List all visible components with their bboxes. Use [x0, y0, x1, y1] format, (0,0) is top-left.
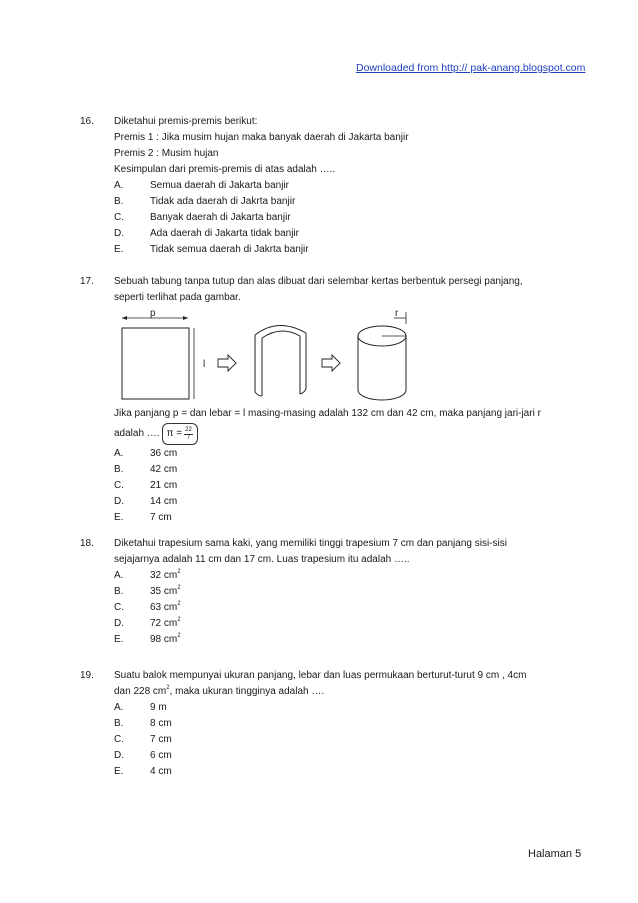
arrow-right-icon — [218, 355, 236, 371]
curved-sheet-bottom — [255, 392, 262, 396]
label-p: p — [150, 308, 156, 319]
answer-option[interactable] — [114, 194, 584, 210]
question-text-line: Diketahui trapesium sama kaki, yang memiliki tinggi trapesium 7 cm dan panjang sisi-sisi — [114, 538, 507, 549]
answer-option[interactable] — [114, 210, 584, 226]
question-text-line: sejajarnya adalah 11 cm dan 17 cm. Luas trapesium itu adalah ….. — [114, 554, 410, 565]
option-letter: C. — [114, 212, 124, 223]
option-text: 72 $cm^2$ — [150, 616, 181, 629]
question-text-line: Premis 1 : Jika musim hujan maka banyak daerah di Jakarta banjir — [114, 132, 409, 143]
option-text: 63 $cm^2$ — [150, 600, 181, 613]
label-l: l — [203, 359, 206, 370]
fraction-denominator: 7 — [186, 434, 191, 441]
option-text: 32 $cm^2$ — [150, 568, 181, 581]
option-text: Semua daerah di Jakarta banjir — [150, 180, 289, 191]
option-letter: E. — [114, 766, 124, 777]
option-text: 7 cm — [150, 512, 172, 523]
question-body — [114, 114, 584, 258]
option-text: Ada daerah di Jakarta tidak banjir — [150, 228, 299, 239]
curved-sheet-top-inner — [262, 331, 300, 338]
question-number: 17. — [80, 276, 94, 287]
question-text-line: Jika panjang p = dan lebar = l masing-masing adalah 132 cm dan 42 cm, maka panjang jari-jari r — [114, 408, 541, 419]
answer-option[interactable] — [114, 226, 584, 242]
option-text: 36 cm — [150, 448, 178, 459]
option-letter: B. — [114, 196, 124, 207]
curved-sheet-bottom — [300, 389, 306, 394]
option-text: Tidak semua daerah di Jakrta banjir — [150, 244, 309, 255]
page-number: Halaman 5 — [528, 848, 582, 860]
question-number: 16. — [80, 116, 94, 127]
option-letter: E. — [114, 634, 124, 645]
option-text: 42 cm — [150, 464, 178, 475]
question-text-line: Kesimpulan dari premis-premis di atas adalah ….. — [114, 164, 336, 175]
option-letter: D. — [114, 496, 124, 507]
question-body — [114, 274, 584, 306]
question-text-line: dan 228 $cm^2$, maka ukuran tingginya adalah …. — [114, 684, 325, 697]
option-letter: C. — [114, 734, 124, 745]
option-letter: E. — [114, 244, 124, 255]
curved-sheet-top — [255, 325, 306, 335]
answer-option[interactable] — [114, 632, 584, 648]
option-letter: B. — [114, 464, 124, 475]
option-text: 9 m — [150, 702, 167, 713]
option-letter: A. — [114, 570, 124, 581]
answer-option[interactable] — [114, 178, 584, 194]
answer-option[interactable] — [114, 242, 584, 258]
answer-option[interactable] — [114, 716, 584, 732]
question-text-line: seperti terlihat pada gambar. — [114, 292, 241, 303]
option-text: 21 cm — [150, 480, 178, 491]
pi-hint — [162, 423, 198, 445]
answer-option[interactable] — [114, 446, 584, 462]
option-letter: B. — [114, 586, 124, 597]
option-letter: E. — [114, 512, 124, 523]
option-text: 7 cm — [150, 734, 172, 745]
question-body — [114, 406, 584, 526]
option-text: 6 cm — [150, 750, 172, 761]
arrowhead — [122, 316, 127, 320]
cylinder-bottom — [358, 390, 406, 400]
pi-text: π = — [166, 428, 183, 439]
option-letter: A. — [114, 448, 124, 459]
option-text: Tidak ada daerah di Jakrta banjir — [150, 196, 296, 207]
option-text: Banyak daerah di Jakarta banjir — [150, 212, 291, 223]
paper-sheet — [122, 328, 189, 399]
answer-option[interactable] — [114, 700, 584, 716]
answer-option[interactable] — [114, 600, 584, 616]
question-number: 18. — [80, 538, 94, 549]
arrow-right-icon — [322, 355, 340, 371]
answer-option[interactable] — [114, 510, 584, 526]
fraction — [184, 427, 193, 442]
cylinder-top — [358, 326, 406, 346]
answer-option[interactable] — [114, 616, 584, 632]
source-link[interactable]: Downloaded from http:// pak-anang.blogspot.com — [356, 62, 586, 74]
answer-option[interactable] — [114, 764, 584, 780]
question-text-line: Sebuah tabung tanpa tutup dan alas dibuat dari selembar kertas berbentuk persegi panjang, — [114, 276, 523, 287]
option-text: 4 cm — [150, 766, 172, 777]
adalah-text: adalah …. — [114, 428, 160, 439]
option-text: 8 cm — [150, 718, 172, 729]
option-letter: B. — [114, 718, 124, 729]
option-letter: C. — [114, 480, 124, 491]
option-letter: D. — [114, 228, 124, 239]
answer-option[interactable] — [114, 748, 584, 764]
option-letter: D. — [114, 750, 124, 761]
question-text-line — [114, 422, 584, 446]
answer-option[interactable] — [114, 584, 584, 600]
option-letter: A. — [114, 702, 124, 713]
question-text-line: Suatu balok mempunyai ukuran panjang, lebar dan luas permukaan berturut-turut 9 cm , 4cm — [114, 670, 527, 681]
option-text: 98 $cm^2$ — [150, 632, 181, 645]
answer-option[interactable] — [114, 568, 584, 584]
question-body — [114, 668, 584, 780]
answer-option[interactable] — [114, 494, 584, 510]
fraction-numerator: 22 — [185, 426, 192, 433]
answer-option[interactable] — [114, 462, 584, 478]
answer-option[interactable] — [114, 478, 584, 494]
option-letter: C. — [114, 602, 124, 613]
question-number: 19. — [80, 670, 94, 681]
option-text: 35 $cm^2$ — [150, 584, 181, 597]
answer-option[interactable] — [114, 732, 584, 748]
question-body — [114, 536, 584, 648]
label-r: r — [395, 308, 399, 319]
question-text-line: Diketahui premis-premis berikut: — [114, 116, 258, 127]
question-text-line: Premis 2 : Musim hujan — [114, 148, 219, 159]
arrowhead — [183, 316, 188, 320]
option-text: 14 cm — [150, 496, 178, 507]
option-letter: A. — [114, 180, 124, 191]
option-letter: D. — [114, 618, 124, 629]
